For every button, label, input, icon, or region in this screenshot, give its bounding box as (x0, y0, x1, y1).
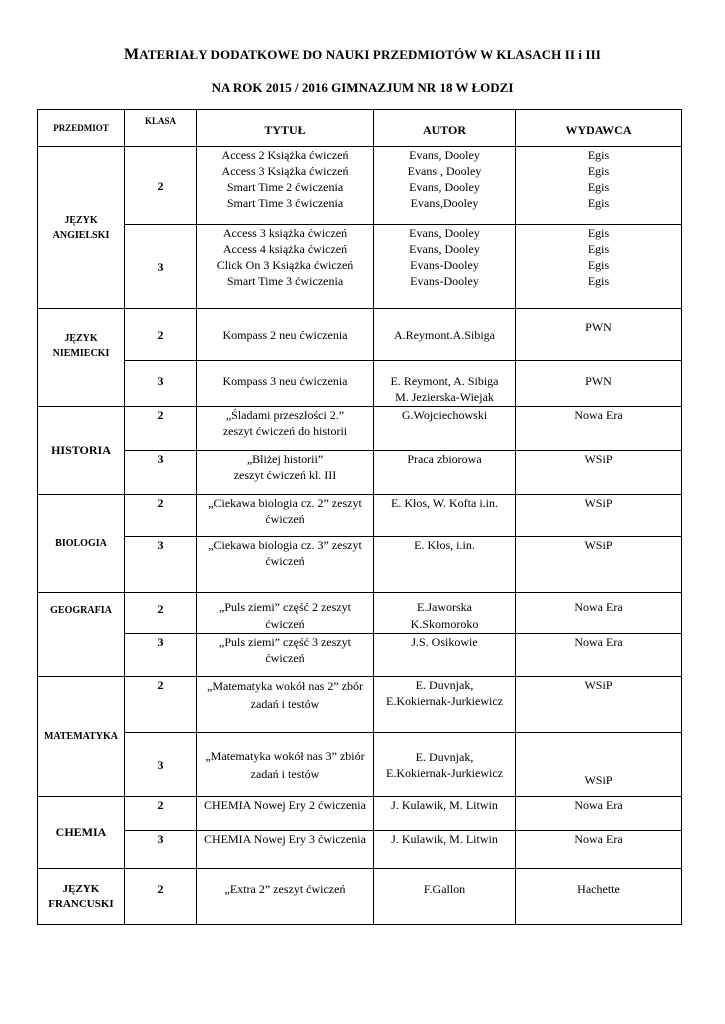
table-row (38, 869, 682, 925)
klasa-cell: 3 (125, 537, 197, 593)
document-title: MATERIAŁY DODATKOWE DO NAUKI PRZEDMIOTÓW W KLASACH II i III (124, 46, 601, 63)
author-cell: E. Duvnjak, E.Kokiernak-Jurkiewicz (374, 733, 516, 797)
table-row (38, 451, 682, 495)
klasa-cell: 3 (125, 361, 197, 407)
title-cell: „Matematyka wokół nas 2” zbór zadań i testów (197, 677, 374, 733)
author-cell: G.Wojciechowski (374, 407, 516, 451)
publisher-cell: Egis Egis Egis Egis (516, 225, 682, 309)
author-cell: E. Duvnjak, E.Kokiernak-Jurkiewicz (374, 677, 516, 733)
document-subtitle: NA ROK 2015 / 2016 GIMNAZJUM NR 18 W ŁODZI (211, 80, 514, 95)
subject-cell: MATEMATYKA (38, 677, 125, 797)
header-tytul: TYTUŁ (197, 110, 374, 147)
table-row (38, 407, 682, 451)
table-row (38, 733, 682, 797)
table-row (38, 831, 682, 869)
publisher-cell: Nowa Era (516, 797, 682, 831)
header-przedmiot: PRZEDMIOT (38, 110, 125, 147)
publisher-cell: Nowa Era (516, 407, 682, 451)
author-cell: E. Reymont, A. Sibiga M. Jezierska-Wiejak (374, 361, 516, 407)
klasa-cell: 2 (125, 677, 197, 733)
publisher-cell: Hachette (516, 869, 682, 925)
author-cell: J.S. Osikowie (374, 634, 516, 677)
title-cell: „Puls ziemi” część 2 zeszyt ćwiczeń (197, 593, 374, 634)
title-cell: Access 2 Książka ćwiczeń Access 3 Książka ćwiczeń Smart Time 2 ćwiczenia Smart Time 3 ćwiczenia (197, 147, 374, 225)
publisher-cell: WSiP (516, 537, 682, 593)
table-row (38, 677, 682, 733)
subject-cell: JĘZYK NIEMIECKI (38, 309, 125, 407)
subject-cell: CHEMIA (38, 797, 125, 869)
table-row (38, 537, 682, 593)
subject-cell: BIOLOGIA (38, 495, 125, 593)
author-cell: F.Gallon (374, 869, 516, 925)
title-cell: „Puls ziemi” część 3 zeszyt ćwiczeń (197, 634, 374, 677)
klasa-cell: 3 (125, 733, 197, 797)
author-cell: A.Reymont.A.Sibiga (374, 309, 516, 361)
klasa-cell: 3 (125, 225, 197, 309)
klasa-cell: 2 (125, 869, 197, 925)
header-wydawca: WYDAWCA (516, 110, 682, 147)
author-cell: Evans, Dooley Evans, Dooley Evans-Dooley Evans-Dooley (374, 225, 516, 309)
title-cell: „Matematyka wokół nas 3” zbiór zadań i testów (197, 733, 374, 797)
klasa-cell: 2 (125, 147, 197, 225)
subject-cell: JĘZYK FRANCUSKI (38, 869, 125, 925)
materials-table (37, 109, 682, 925)
publisher-cell: Nowa Era (516, 634, 682, 677)
klasa-cell: 3 (125, 831, 197, 869)
subject-cell: HISTORIA (38, 407, 125, 495)
table-row (38, 309, 682, 361)
author-cell: J. Kulawik, M. Litwin (374, 831, 516, 869)
publisher-cell: WSiP (516, 677, 682, 733)
header-autor: AUTOR (374, 110, 516, 147)
title-cell: Access 3 książka ćwiczeń Access 4 książka ćwiczeń Click On 3 Książka ćwiczeń Smart Time 3 ćwiczenia (197, 225, 374, 309)
subject-cell: JĘZYK ANGIELSKI (38, 147, 125, 309)
table-row (38, 593, 682, 634)
title-cell: „Extra 2” zeszyt ćwiczeń (197, 869, 374, 925)
table-row (38, 225, 682, 309)
title-cell: Kompass 2 neu ćwiczenia (197, 309, 374, 361)
subject-cell: GEOGRAFIA (38, 593, 125, 677)
title-cell: „Bliżej historii” zeszyt ćwiczeń kl. III (197, 451, 374, 495)
publisher-cell: Nowa Era (516, 593, 682, 634)
title-cell: CHEMIA Nowej Ery 2 ćwiczenia (197, 797, 374, 831)
klasa-cell: 2 (125, 309, 197, 361)
table-row (38, 495, 682, 537)
table-header-row (38, 110, 682, 147)
header-klasa: KLASA (125, 110, 197, 147)
klasa-cell: 3 (125, 451, 197, 495)
title-cell: „Ciekawa biologia cz. 3” zeszyt ćwiczeń (197, 537, 374, 593)
title-cell: CHEMIA Nowej Ery 3 ćwiczenia (197, 831, 374, 869)
publisher-cell: WSiP (516, 495, 682, 537)
title-cell: Kompass 3 neu ćwiczenia (197, 361, 374, 407)
klasa-cell: 2 (125, 407, 197, 451)
author-cell: J. Kulawik, M. Litwin (374, 797, 516, 831)
table-row (38, 797, 682, 831)
klasa-cell: 3 (125, 634, 197, 677)
author-cell: Praca zbiorowa (374, 451, 516, 495)
table-row (38, 147, 682, 225)
klasa-cell: 2 (125, 495, 197, 537)
publisher-cell: PWN (516, 309, 682, 361)
title-cell: „Śladami przeszłości 2.” zeszyt ćwiczeń do historii (197, 407, 374, 451)
author-cell: Evans, Dooley Evans , Dooley Evans, Dooley Evans,Dooley (374, 147, 516, 225)
author-cell: E.Jaworska K.Skomoroko (374, 593, 516, 634)
table-row (38, 361, 682, 407)
klasa-cell: 2 (125, 797, 197, 831)
publisher-cell: PWN (516, 361, 682, 407)
klasa-cell: 2 (125, 593, 197, 634)
publisher-cell: Nowa Era (516, 831, 682, 869)
author-cell: E. Kłos, W. Kofta i.in. (374, 495, 516, 537)
author-cell: E. Kłos, i.in. (374, 537, 516, 593)
publisher-cell: Egis Egis Egis Egis (516, 147, 682, 225)
publisher-cell: WSiP (516, 451, 682, 495)
table-row (38, 634, 682, 677)
publisher-cell: WSiP (516, 733, 682, 797)
title-cell: „Ciekawa biologia cz. 2” zeszyt ćwiczeń (197, 495, 374, 537)
